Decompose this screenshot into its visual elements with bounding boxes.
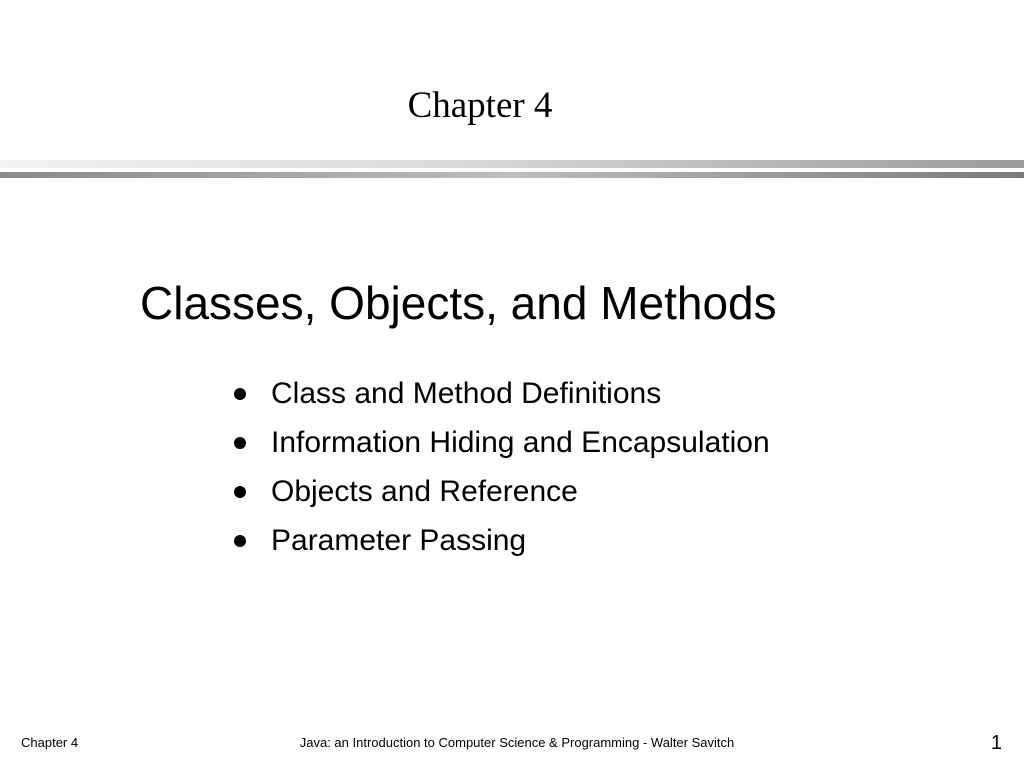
- bullet-text: Class and Method Definitions: [271, 377, 662, 410]
- bullet-text: Parameter Passing: [271, 524, 527, 557]
- footer-book-title: Java: an Introduction to Computer Science & Programming - Walter Savitch: [299, 735, 735, 750]
- chapter-heading: Chapter 4: [407, 85, 553, 126]
- bullet-dot-icon: [234, 486, 246, 498]
- bullet-dot-icon: [234, 388, 246, 400]
- page-number: 1: [990, 732, 1002, 754]
- footer-chapter-label: Chapter 4: [21, 735, 79, 750]
- slide-title: Classes, Objects, and Methods: [140, 277, 777, 329]
- bullet-dot-icon: [234, 437, 246, 449]
- header-divider-bottom: [0, 172, 1024, 178]
- bullet-text: Information Hiding and Encapsulation: [271, 426, 770, 459]
- header-divider-top: [0, 160, 1024, 168]
- bullet-text: Objects and Reference: [271, 475, 578, 508]
- bullet-dot-icon: [234, 535, 246, 547]
